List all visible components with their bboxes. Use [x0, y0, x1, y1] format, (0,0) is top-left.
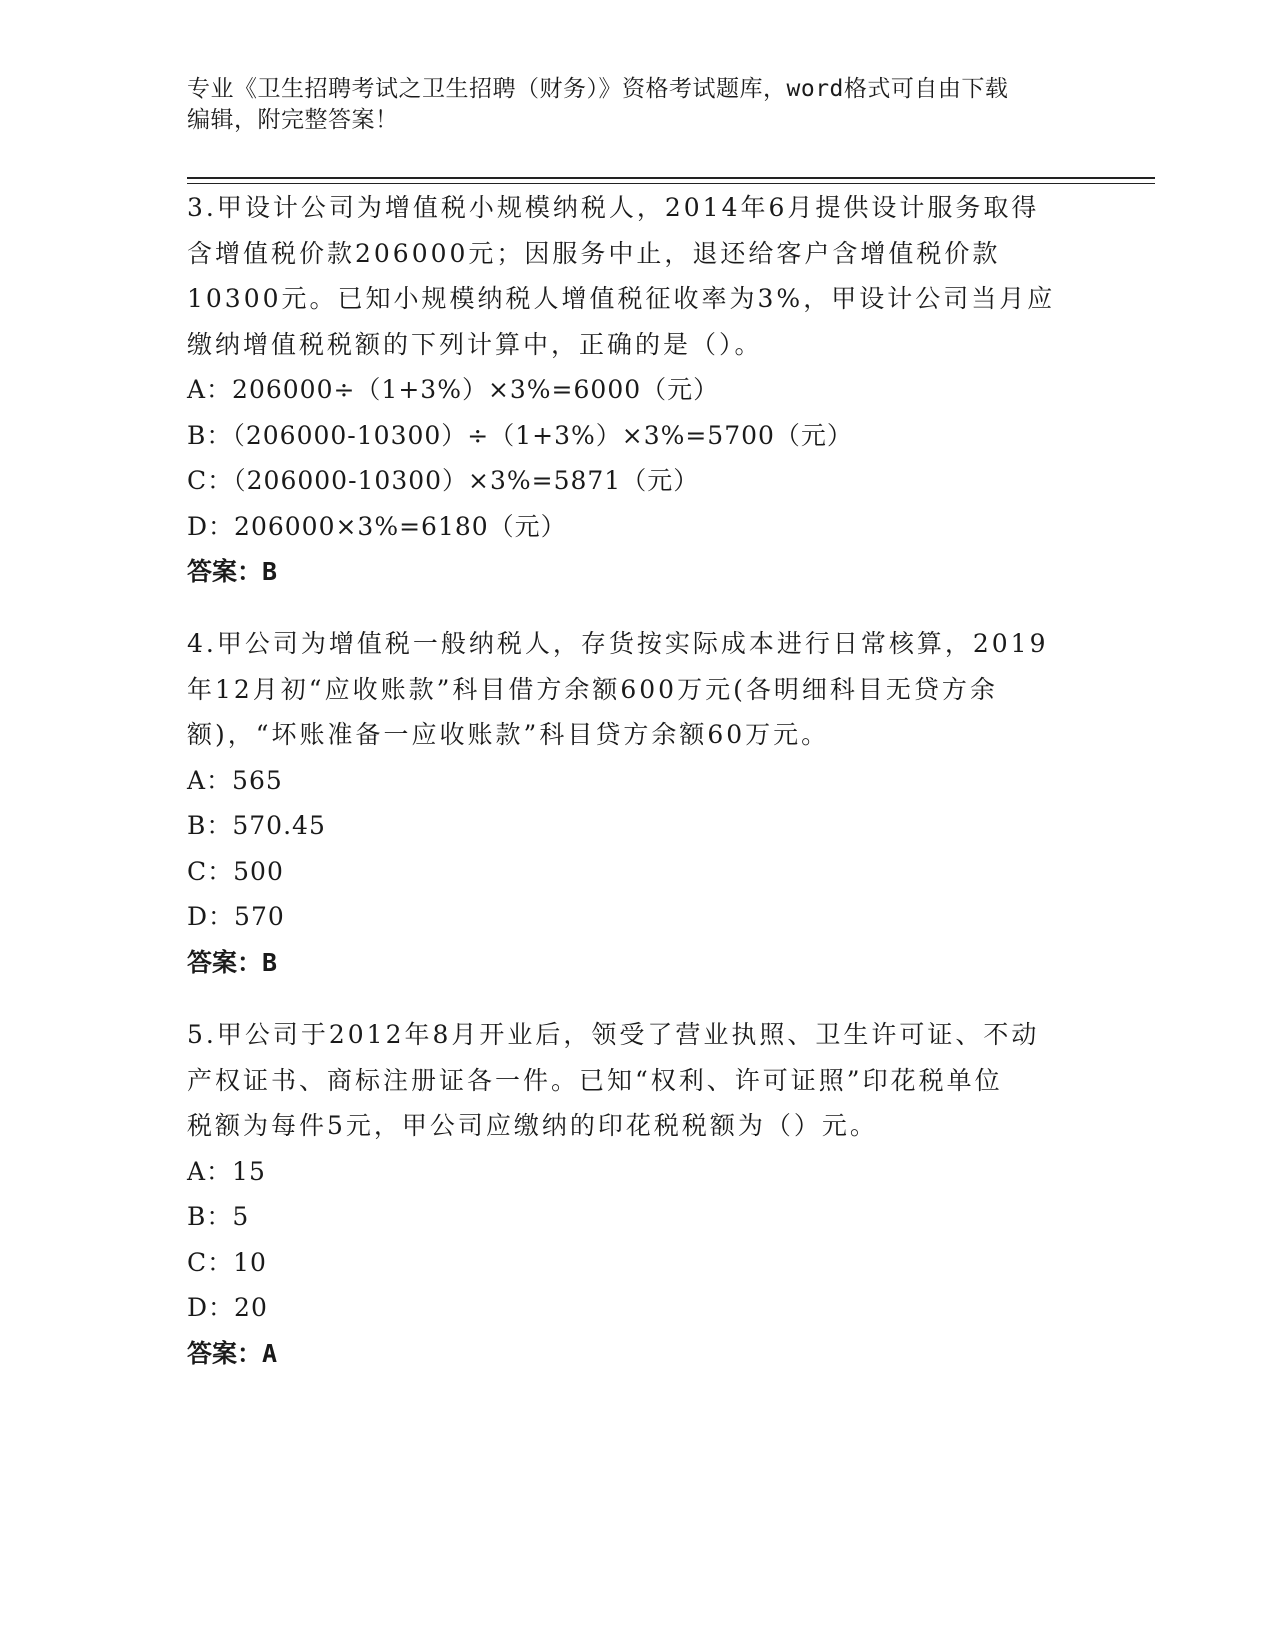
- header-divider-thin: [187, 183, 1155, 184]
- question-5: [187, 1012, 1087, 1376]
- option-c: C：10: [187, 1247, 267, 1277]
- answer: [187, 940, 1087, 986]
- answer-value: B: [262, 557, 278, 586]
- answer: [187, 549, 1087, 595]
- option-d: D：20: [187, 1293, 268, 1322]
- answer-label: 答案：: [187, 1338, 263, 1368]
- answer-label: 答案：: [187, 947, 263, 977]
- option-b: B：570.45: [187, 811, 326, 840]
- header-divider-thick: [187, 177, 1155, 179]
- question-3: [187, 185, 1087, 595]
- answer-label: 答案：: [187, 557, 263, 586]
- question-stem-line: 年12月初“应收账款”科目借方余额600万元(各明细科目无贷方余: [187, 674, 998, 704]
- question-stem-line: 额)，“坏账准备一应收账款”科目贷方余额60万元。: [187, 720, 830, 749]
- question-stem-line: 3.甲设计公司为增值税小规模纳税人，2014年6月提供设计服务取得: [187, 193, 1040, 222]
- option-b: B：（206000-10300）÷（1+3%）×3%=5700（元）: [187, 420, 853, 450]
- option-c: C：（206000-10300）×3%=5871（元）: [187, 466, 700, 495]
- question-4: [187, 621, 1087, 985]
- header-line-1: 专业《卫生招聘考试之卫生招聘（财务）》资格考试题库，word格式可自由下载: [187, 76, 1009, 102]
- option-a: A：206000÷（1+3%）×3%=6000（元）: [187, 375, 720, 404]
- question-stem-line: 缴纳增值税税额的下列计算中，正确的是（）。: [187, 329, 763, 359]
- answer-value: B: [262, 947, 278, 977]
- question-stem-line: 税额为每件5元，甲公司应缴纳的印花税税额为（）元。: [187, 1111, 878, 1140]
- question-stem-line: 4.甲公司为增值税一般纳税人，存货按实际成本进行日常核算，2019: [187, 629, 1049, 658]
- document-header: [187, 74, 1087, 136]
- question-stem-line: 产权证书、商标注册证各一件。已知“权利、许可证照”印花税单位: [187, 1065, 1003, 1095]
- question-stem-line: 含增值税价款206000元；因服务中止，退还给客户含增值税价款: [187, 238, 1001, 268]
- header-line-2: 编辑，附完整答案！: [187, 107, 399, 133]
- question-stem-line: 10300元。已知小规模纳税人增值税征收率为3%，甲设计公司当月应: [187, 284, 1056, 313]
- option-c: C：500: [187, 856, 284, 886]
- question-stem-line: 5.甲公司于2012年8月开业后，领受了营业执照、卫生许可证、不动: [187, 1020, 1040, 1049]
- answer: [187, 1331, 1087, 1377]
- answer-value: A: [262, 1338, 278, 1368]
- option-b: B：5: [187, 1202, 250, 1231]
- option-a: A：15: [187, 1156, 266, 1186]
- option-d: D：570: [187, 902, 285, 931]
- option-a: A：565: [187, 765, 283, 795]
- option-d: D：206000×3%=6180（元）: [187, 511, 567, 541]
